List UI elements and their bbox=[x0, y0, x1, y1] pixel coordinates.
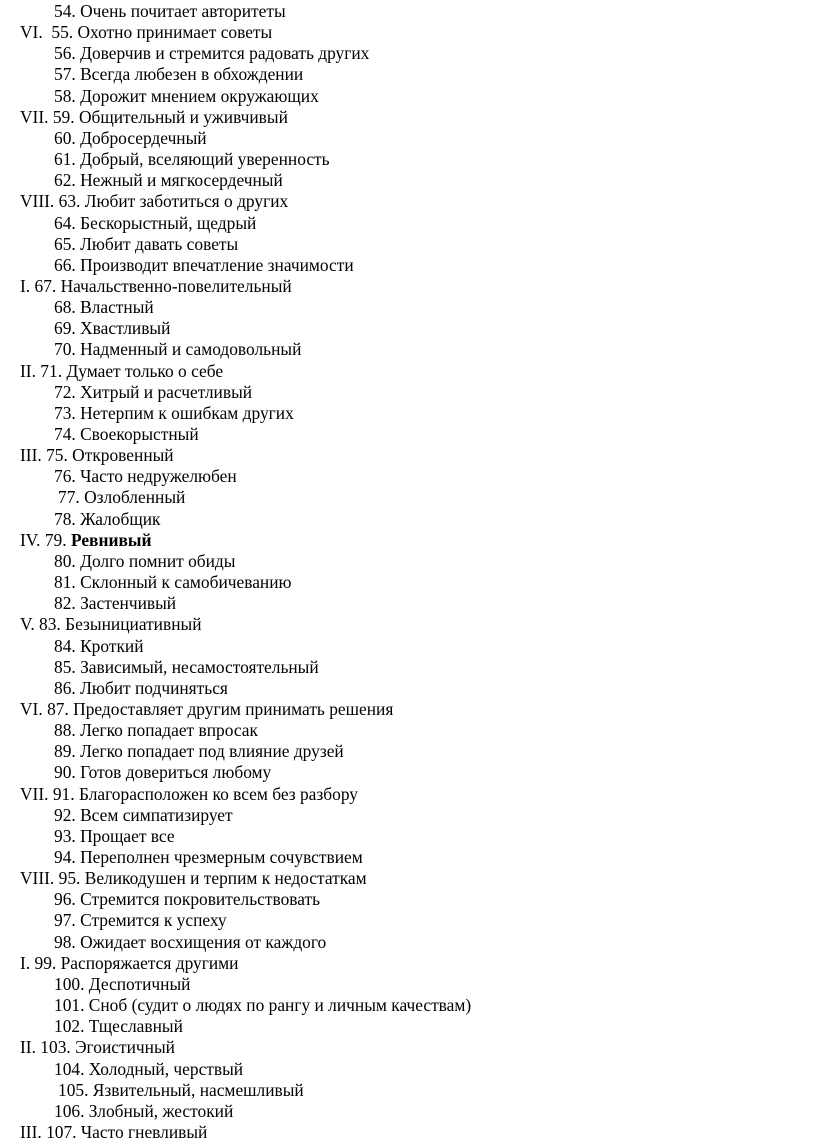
item-text: 63. Любит заботиться о других bbox=[58, 191, 289, 212]
item-text: 94. Переполнен чрезмерным сочувствием bbox=[54, 847, 363, 867]
item-text: 58. Дорожит мнением окружающих bbox=[54, 85, 319, 106]
item-line bbox=[54, 551, 235, 572]
item-line bbox=[54, 910, 227, 931]
group-item-line bbox=[20, 276, 292, 297]
item-text: 79. bbox=[44, 529, 67, 550]
item-line bbox=[54, 128, 207, 149]
group-numeral: VII. bbox=[20, 106, 49, 127]
item-text: 89. Легко попадает под влияние друзей bbox=[54, 741, 344, 762]
item-line bbox=[54, 149, 330, 170]
item-text: 86. Любит подчиняться bbox=[54, 677, 228, 698]
group-item-line bbox=[20, 784, 358, 805]
group-numeral: VI. bbox=[20, 698, 43, 719]
item-line bbox=[54, 234, 238, 255]
item-text: 75. Откровенный bbox=[46, 445, 174, 466]
item-line bbox=[54, 466, 237, 487]
item-text: 54. Очень почитает авторитеты bbox=[54, 1, 286, 21]
item-text: 64. Бескорыстный, щедрый bbox=[54, 212, 257, 233]
group-numeral: V. bbox=[20, 614, 35, 635]
item-line bbox=[54, 213, 256, 234]
group-item-line bbox=[20, 1122, 207, 1143]
item-text: 72. Хитрый и расчетливый bbox=[54, 381, 253, 402]
group-numeral: VIII. bbox=[20, 191, 55, 212]
group-numeral: IV. bbox=[20, 529, 41, 550]
item-line bbox=[54, 636, 144, 657]
item-text: 88. Легко попадает впросак bbox=[54, 720, 258, 741]
group-item-line bbox=[20, 868, 367, 889]
group-numeral: II. bbox=[20, 1037, 36, 1058]
item-text: 56. Доверчив и стремится радовать других bbox=[54, 43, 370, 64]
item-text: 84. Кроткий bbox=[54, 635, 144, 656]
item-text: 99. Распоряжается другими bbox=[34, 952, 239, 973]
item-line bbox=[54, 974, 190, 995]
item-text: 57. Всегда любезен в обхождении bbox=[54, 64, 304, 85]
group-item-line bbox=[20, 699, 393, 720]
item-line bbox=[54, 403, 294, 424]
item-text: 67. Начальственно-повелительный bbox=[34, 275, 292, 296]
item-text: 98. Ожидает восхищения от каждого bbox=[54, 931, 327, 952]
item-text: 96. Стремится покровительствовать bbox=[54, 889, 321, 910]
item-text: 55. Охотно принимает советы bbox=[51, 22, 273, 43]
item-line bbox=[54, 255, 354, 276]
item-text: 65. Любит давать советы bbox=[54, 233, 239, 254]
item-line bbox=[54, 339, 301, 360]
item-line bbox=[54, 1059, 243, 1080]
item-line bbox=[54, 678, 228, 699]
item-text: 77. Озлобленный bbox=[58, 487, 186, 508]
item-text: 61. Добрый, вселяющий уверенность bbox=[54, 149, 330, 169]
group-numeral: I. bbox=[20, 952, 31, 973]
item-text: 69. Хвастливый bbox=[54, 318, 171, 339]
item-text: 62. Нежный и мягкосердечный bbox=[54, 170, 283, 191]
item-text: 66. Производит впечатление значимости bbox=[54, 254, 354, 275]
group-item-line bbox=[20, 614, 202, 635]
item-text: 100. Деспотичный bbox=[54, 973, 191, 994]
item-line bbox=[54, 64, 303, 85]
group-item-line bbox=[20, 1037, 175, 1058]
item-line bbox=[54, 720, 258, 741]
item-text: 73. Нетерпим к ошибкам других bbox=[54, 402, 294, 423]
group-item-line bbox=[20, 445, 174, 466]
item-bold-text: Ревнивый bbox=[70, 529, 152, 550]
item-line bbox=[54, 805, 233, 826]
item-line bbox=[54, 382, 252, 403]
item-line bbox=[54, 741, 344, 762]
group-item-line bbox=[20, 107, 288, 128]
item-line bbox=[54, 657, 319, 678]
group-item-line bbox=[20, 191, 288, 212]
group-numeral: VIII. bbox=[20, 868, 55, 889]
item-line bbox=[54, 995, 471, 1016]
item-text: 68. Властный bbox=[54, 297, 154, 318]
group-numeral: III. bbox=[20, 445, 42, 466]
item-line bbox=[54, 424, 199, 445]
group-numeral: III. bbox=[20, 1121, 42, 1142]
item-line bbox=[54, 43, 369, 64]
item-line bbox=[54, 297, 154, 318]
item-line bbox=[54, 170, 283, 191]
item-line bbox=[54, 593, 176, 614]
item-line bbox=[58, 487, 185, 508]
item-line bbox=[54, 762, 271, 783]
group-numeral: II. bbox=[20, 360, 36, 381]
item-line bbox=[54, 826, 175, 847]
item-text: 74. Своекорыстный bbox=[54, 424, 199, 444]
item-text: 107. Часто гневливый bbox=[46, 1121, 208, 1142]
group-numeral: VI. bbox=[20, 22, 43, 43]
group-item-line bbox=[20, 953, 238, 974]
item-text: 103. Эгоистичный bbox=[40, 1037, 175, 1058]
item-text: 95. Великодушен и терпим к недостаткам bbox=[58, 868, 367, 889]
group-numeral: I. bbox=[20, 275, 31, 296]
item-text: 60. Добросердечный bbox=[54, 127, 207, 148]
item-text: 91. Благорасположен ко всем без разбору bbox=[52, 783, 358, 804]
item-line bbox=[54, 509, 160, 530]
item-line bbox=[54, 847, 363, 868]
item-text: 104. Холодный, черствый bbox=[54, 1058, 244, 1079]
item-text: 90. Готов довериться любому bbox=[54, 762, 272, 783]
item-text: 83. Безынициативный bbox=[39, 614, 202, 635]
group-numeral: VII. bbox=[20, 783, 49, 804]
item-line bbox=[54, 86, 319, 107]
item-text: 106. Злобный, жестокий bbox=[54, 1100, 234, 1121]
item-text: 101. Сноб (судит о людях по рангу и личным качествам) bbox=[54, 995, 472, 1015]
item-text: 92. Всем симпатизирует bbox=[54, 804, 233, 825]
item-text: 87. Предоставляет другим принимать решения bbox=[47, 698, 394, 719]
item-text: 59. Общительный и уживчивый bbox=[52, 106, 288, 127]
item-text: 81. Склонный к самобичеванию bbox=[54, 572, 292, 592]
item-line bbox=[54, 572, 292, 593]
item-text: 78. Жалобщик bbox=[54, 508, 161, 529]
item-line bbox=[54, 1, 286, 22]
item-line bbox=[54, 889, 320, 910]
item-text: 76. Часто недружелюбен bbox=[54, 466, 237, 487]
item-line bbox=[54, 318, 170, 339]
item-text: 97. Стремится к успеху bbox=[54, 910, 227, 931]
item-text: 71. Думает только о себе bbox=[40, 360, 224, 381]
item-text: 70. Надменный и самодовольный bbox=[54, 339, 302, 360]
item-text: 93. Прощает все bbox=[54, 825, 175, 846]
item-text: 105. Язвительный, насмешливый bbox=[58, 1079, 304, 1100]
item-line bbox=[58, 1080, 304, 1101]
group-item-line bbox=[20, 361, 223, 382]
item-text: 80. Долго помнит обиды bbox=[54, 550, 236, 571]
item-text: 102. Тщеславный bbox=[54, 1016, 183, 1037]
item-text: 82. Застенчивый bbox=[54, 593, 177, 614]
group-item-line bbox=[20, 530, 151, 551]
item-line bbox=[54, 1016, 183, 1037]
item-text: 85. Зависимый, несамостоятельный bbox=[54, 656, 319, 677]
item-line bbox=[54, 932, 326, 953]
group-item-line bbox=[20, 22, 272, 43]
item-line bbox=[54, 1101, 233, 1122]
